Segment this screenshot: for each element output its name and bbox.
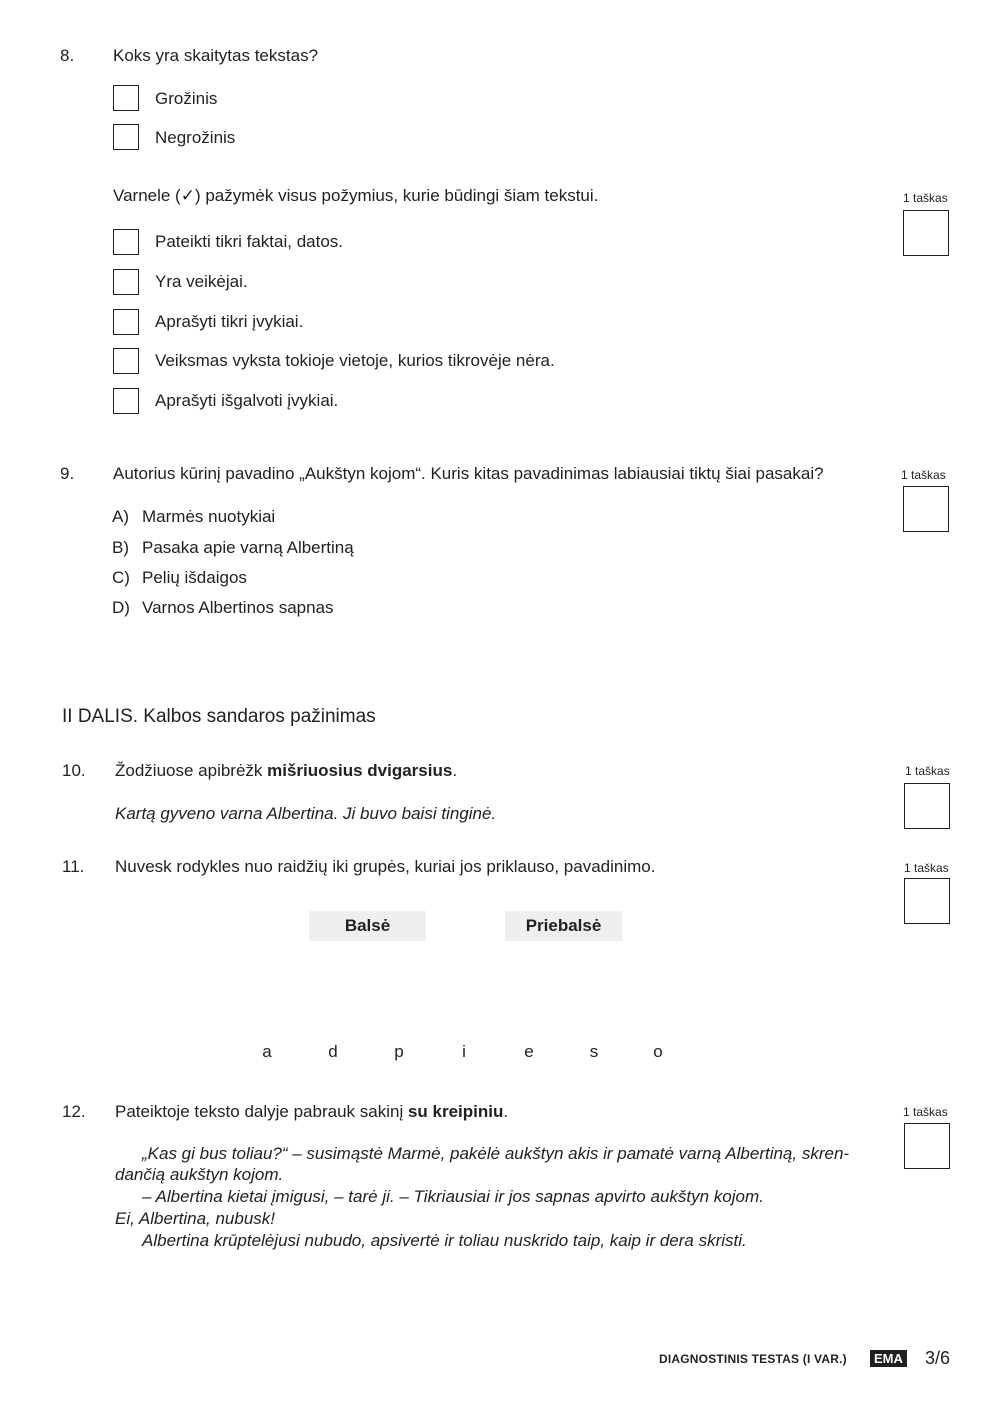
question-number: 8. <box>60 46 75 65</box>
points-label: 1 taškas <box>904 861 949 875</box>
points-label: 1 taškas <box>903 191 948 205</box>
letter-item[interactable]: s <box>589 1042 599 1061</box>
passage-line[interactable]: Albertina krūptelėjusi nubudo, apsivertė ir toliau nuskrido taip, kaip ir dera skristi. <box>142 1231 747 1250</box>
letter-item[interactable]: a <box>262 1042 272 1061</box>
example-sentence: Kartą gyveno varna Albertina. Ji buvo baisi tinginė. <box>115 804 497 823</box>
score-box[interactable] <box>904 1123 950 1169</box>
checkbox-feature-2[interactable] <box>113 269 139 295</box>
letter-item[interactable]: i <box>462 1042 466 1061</box>
question-text: Žodžiuose apibrėžk mišriuosius dvigarsius. <box>115 761 458 780</box>
question-keyword: su kreipiniu <box>407 1102 504 1121</box>
score-box[interactable] <box>904 783 950 829</box>
question-number: 9. <box>60 464 75 483</box>
group-consonant[interactable]: Priebalsė <box>505 911 622 941</box>
passage-line[interactable]: dančią aukštyn kojom. <box>115 1165 284 1184</box>
checkbox-feature-5[interactable] <box>113 388 139 414</box>
instruction-text: Varnele (✓) pažymėk visus požymius, kurie būdingi šiam tekstui. <box>113 186 599 205</box>
question-keyword: mišriuosius dvigarsius <box>267 761 453 780</box>
points-label: 1 taškas <box>903 1105 948 1119</box>
letter-item[interactable]: p <box>394 1042 404 1061</box>
score-box[interactable] <box>903 486 949 532</box>
score-box[interactable] <box>904 878 950 924</box>
question-text: Koks yra skaitytas tekstas? <box>113 46 319 65</box>
option-text: Marmės nuotykiai <box>142 507 276 526</box>
letter-item[interactable]: d <box>328 1042 338 1061</box>
checkbox-nonfiction[interactable] <box>113 124 139 150</box>
checkbox-feature-1[interactable] <box>113 229 139 255</box>
passage-line[interactable]: – Albertina kietai įmigusi, – tarė ji. – Tikriausiai ir jos sapnas apvirto aukštyn kojom. <box>142 1187 764 1206</box>
option-label: Negrožinis <box>155 128 236 147</box>
question-text: Nuvesk rodykles nuo raidžių iki grupės, kuriai jos priklauso, pavadinimo. <box>115 857 656 876</box>
points-label: 1 taškas <box>905 764 950 778</box>
footer-badge: EMA <box>870 1350 907 1367</box>
checkbox-feature-4[interactable] <box>113 348 139 374</box>
option-letter: A) <box>112 507 129 526</box>
option-text: Varnos Albertinos sapnas <box>142 598 334 617</box>
checkbox-fiction[interactable] <box>113 85 139 111</box>
question-number: 12. <box>62 1102 86 1121</box>
feature-label: Veiksmas vyksta tokioje vietoje, kurios tikrovėje nėra. <box>155 351 555 370</box>
page-number: 3/6 <box>925 1348 951 1368</box>
option-text: Pasaka apie varną Albertiną <box>142 538 354 557</box>
feature-label: Aprašyti tikri įvykiai. <box>155 312 304 331</box>
question-number: 11. <box>62 857 85 876</box>
score-box[interactable] <box>903 210 949 256</box>
question-number: 10. <box>62 761 86 780</box>
option-letter: C) <box>112 568 130 587</box>
option-letter: D) <box>112 598 130 617</box>
footer-test-name: DIAGNOSTINIS TESTAS (I VAR.) <box>659 1352 847 1366</box>
passage-line[interactable]: Ei, Albertina, nubusk! <box>115 1209 276 1228</box>
section-title: II DALIS. Kalbos sandaros pažinimas <box>62 706 376 727</box>
checkbox-feature-3[interactable] <box>113 309 139 335</box>
points-label: 1 taškas <box>901 468 946 482</box>
option-label: Grožinis <box>155 89 218 108</box>
letter-item[interactable]: e <box>524 1042 534 1061</box>
question-text: Autorius kūrinį pavadino „Aukštyn kojom“. Kuris kitas pavadinimas labiausiai tiktų šiai pasakai? <box>113 464 824 483</box>
group-vowel[interactable]: Balsė <box>309 911 426 941</box>
feature-label: Yra veikėjai. <box>155 272 248 291</box>
question-text: Pateiktoje teksto dalyje pabrauk sakinį su kreipiniu. <box>115 1102 509 1121</box>
passage-line[interactable]: „Kas gi bus toliau?“ – susimąstė Marmė, pakėlė aukštyn akis ir pamatė varną Albertiną, skren- <box>142 1144 850 1163</box>
option-text: Pelių išdaigos <box>142 568 247 587</box>
feature-label: Aprašyti išgalvoti įvykiai. <box>155 391 339 410</box>
letter-item[interactable]: o <box>653 1042 663 1061</box>
feature-label: Pateikti tikri faktai, datos. <box>155 232 344 251</box>
option-letter: B) <box>112 538 129 557</box>
